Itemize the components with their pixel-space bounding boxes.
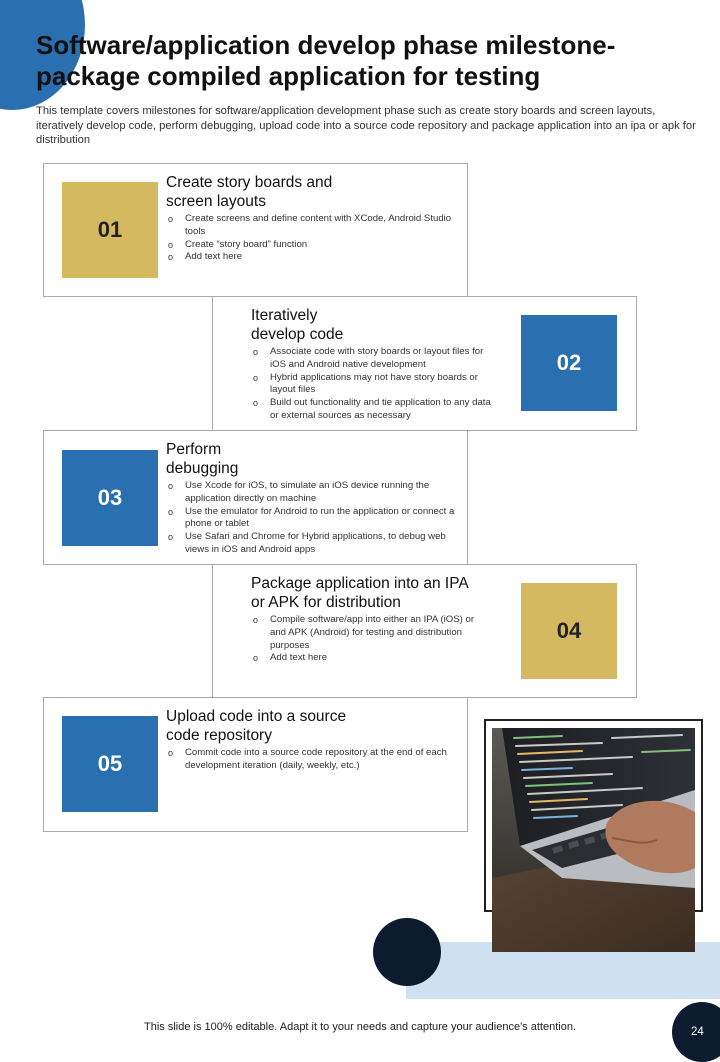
page-number: 24 xyxy=(691,1026,704,1038)
bullet-item: o Build out functionality and tie application to any data or external sources as necessary xyxy=(251,397,491,423)
milestone-number-badge: 03 xyxy=(62,450,158,546)
milestone-content xyxy=(251,306,491,423)
bullet-item: o Commit code into a source code repository at the end of each development iteration (daily, weekly, etc.) xyxy=(166,747,461,773)
milestone-title: Perform debugging xyxy=(166,441,239,477)
milestone-bullet-list xyxy=(166,213,461,264)
bullet-item: o Add text here xyxy=(251,652,476,665)
milestone-card-02 xyxy=(212,296,637,431)
milestone-number-badge: 01 xyxy=(62,182,158,278)
bullet-item: o Associate code with story boards or layout files for iOS and Android native development xyxy=(251,346,491,372)
bullet-item: o Use Safari and Chrome for Hybrid applications, to debug web views in iOS and Android apps xyxy=(166,531,461,557)
bullet-item: o Add text here xyxy=(166,251,461,264)
milestone-title: Create story boards and screen layouts xyxy=(166,174,333,210)
milestone-content xyxy=(166,440,461,557)
page-title: Software/application develop phase milestone-package compiled application for testing xyxy=(36,30,616,91)
bullet-item: o Compile software/app into either an IPA (iOS) or and APK (Android) for testing and distribution purposes xyxy=(251,614,476,652)
decorative-dark-circle xyxy=(373,918,441,986)
milestone-title: Upload code into a source code repository xyxy=(166,708,347,744)
milestone-content xyxy=(166,173,461,264)
page-subtitle: This template covers milestones for software/application development phase such as create story boards and screen layouts, iteratively develop code, perform debugging, upload code into a source code repository and package application into an ipa or apk for distribution xyxy=(36,105,696,146)
milestone-number-badge: 05 xyxy=(62,716,158,812)
bullet-item: o Hybrid applications may not have story boards or layout files xyxy=(251,372,491,398)
milestone-card-01 xyxy=(43,163,468,297)
milestone-bullet-list xyxy=(251,614,476,665)
bullet-item: o Use Xcode for iOS, to simulate an iOS device running the application directly on machine xyxy=(166,480,461,506)
milestone-bullet-list xyxy=(166,747,461,773)
milestone-card-04 xyxy=(212,564,637,698)
footer-note: This slide is 100% editable. Adapt it to your needs and capture your audience's attention. xyxy=(144,1021,576,1033)
milestone-number-badge: 04 xyxy=(521,583,617,679)
milestone-card-05 xyxy=(43,697,468,832)
bullet-item: o Create “story board” function xyxy=(166,239,461,252)
milestone-title: Package application into an IPA or APK for distribution xyxy=(251,575,469,611)
milestone-content xyxy=(166,707,461,773)
milestone-number-badge: 02 xyxy=(521,315,617,411)
page-number-badge xyxy=(672,1002,720,1062)
milestone-bullet-list xyxy=(251,346,491,423)
milestone-content xyxy=(251,574,509,665)
laptop-coding-photo xyxy=(492,728,695,952)
bullet-item: o Create screens and define content with XCode, Android Studio tools xyxy=(166,213,461,239)
milestone-card-03 xyxy=(43,430,468,565)
milestone-bullet-list xyxy=(166,480,461,557)
milestone-title: Iteratively develop code xyxy=(251,307,344,343)
bullet-item: o Use the emulator for Android to run the application or connect a phone or tablet xyxy=(166,506,461,532)
